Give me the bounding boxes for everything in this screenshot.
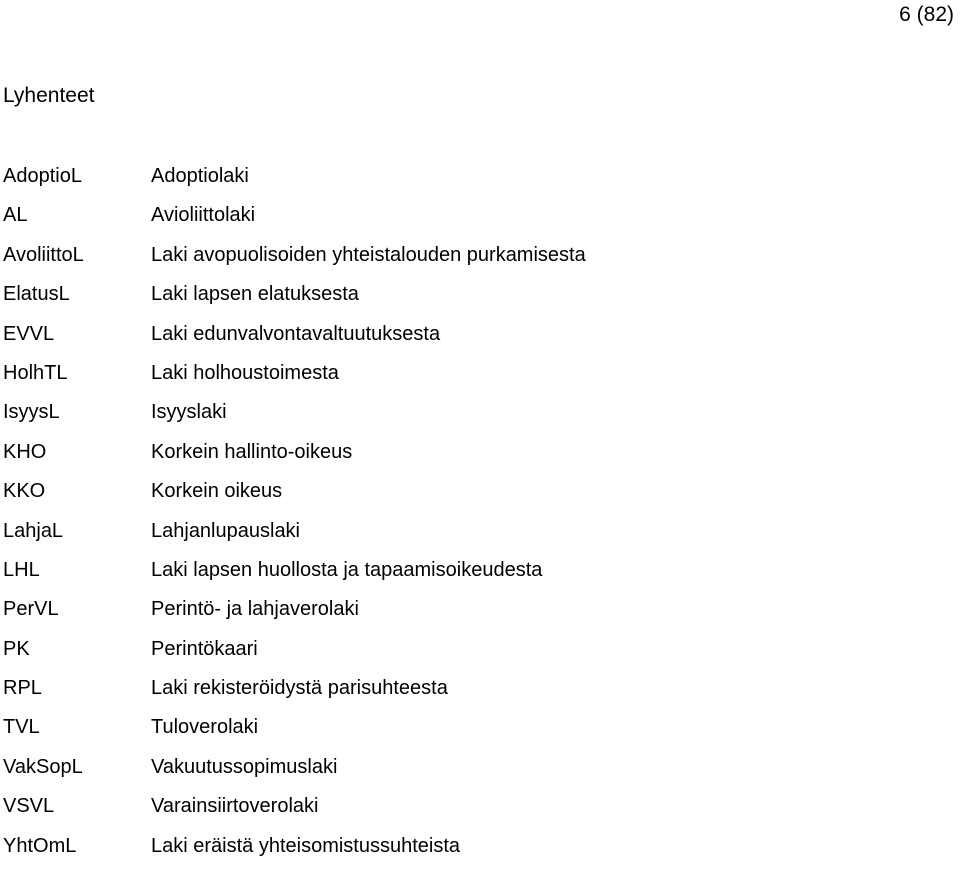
abbreviation-row <box>0 478 960 517</box>
abbreviation-code: YhtOmL <box>3 834 77 857</box>
abbreviation-row <box>0 439 960 478</box>
page-number: 6 (82) <box>899 3 954 26</box>
abbreviation-meaning: Lahjanlupauslaki <box>151 519 301 542</box>
abbreviation-code: RPL <box>3 677 42 700</box>
abbreviation-row <box>0 360 960 399</box>
abbreviation-row <box>0 793 960 832</box>
abbreviation-meaning: Isyyslaki <box>151 401 227 424</box>
abbreviation-meaning: Varainsiirtoverolaki <box>151 795 319 818</box>
abbreviation-meaning: Tuloverolaki <box>151 716 259 739</box>
abbreviation-row <box>0 518 960 557</box>
abbreviation-row <box>0 596 960 635</box>
abbreviation-meaning: Laki eräistä yhteisomistussuhteista <box>151 834 461 857</box>
abbreviation-row <box>0 163 960 202</box>
abbreviation-row <box>0 557 960 596</box>
abbreviation-code: ElatusL <box>3 283 70 306</box>
abbreviation-meaning: Vakuutussopimuslaki <box>151 755 338 778</box>
abbreviation-meaning: Laki lapsen huollosta ja tapaamisoikeudesta <box>151 558 543 581</box>
abbreviation-row <box>0 242 960 281</box>
abbreviation-meaning: Laki lapsen elatuksesta <box>151 283 359 306</box>
page-heading: Lyhenteet <box>3 84 95 107</box>
abbreviation-code: AL <box>3 204 28 227</box>
abbreviation-row <box>0 754 960 793</box>
abbreviation-meaning: Perintökaari <box>151 637 258 660</box>
abbreviation-code: EVVL <box>3 322 55 345</box>
abbreviation-code: LHL <box>3 558 40 581</box>
abbreviation-code: PerVL <box>3 598 59 621</box>
abbreviation-code: AvoliittoL <box>3 243 84 266</box>
abbreviation-row <box>0 833 960 872</box>
abbreviation-meaning: Laki rekisteröidystä parisuhteesta <box>151 677 448 700</box>
abbreviation-code: HolhTL <box>3 361 68 384</box>
abbreviation-code: KKO <box>3 480 46 503</box>
abbreviation-code: TVL <box>3 716 40 739</box>
abbreviation-code: VSVL <box>3 795 55 818</box>
abbreviation-code: PK <box>3 637 30 660</box>
abbreviation-code: IsyysL <box>3 401 60 424</box>
abbreviation-row <box>0 202 960 241</box>
abbreviation-meaning: Korkein hallinto-oikeus <box>151 440 353 463</box>
abbreviation-code: KHO <box>3 440 47 463</box>
abbreviation-meaning: Korkein oikeus <box>151 480 283 503</box>
abbreviation-code: LahjaL <box>3 519 64 542</box>
abbreviation-code: VakSopL <box>3 755 83 778</box>
abbreviation-row <box>0 321 960 360</box>
abbreviation-row <box>0 281 960 320</box>
abbreviation-row <box>0 636 960 675</box>
abbreviation-row <box>0 714 960 753</box>
abbreviation-meaning: Perintö- ja lahjaverolaki <box>151 598 359 621</box>
abbreviation-meaning: Adoptiolaki <box>151 165 249 187</box>
abbreviation-meaning: Laki holhoustoimesta <box>151 361 339 384</box>
abbreviation-row <box>0 675 960 714</box>
abbreviation-meaning: Laki edunvalvontavaltuutuksesta <box>151 322 441 345</box>
abbreviation-code: AdoptioL <box>3 165 82 187</box>
abbreviation-row <box>0 399 960 438</box>
abbreviation-meaning: Avioliittolaki <box>151 204 256 227</box>
abbreviation-list <box>0 163 960 872</box>
abbreviation-meaning: Laki avopuolisoiden yhteistalouden purkamisesta <box>151 243 586 266</box>
